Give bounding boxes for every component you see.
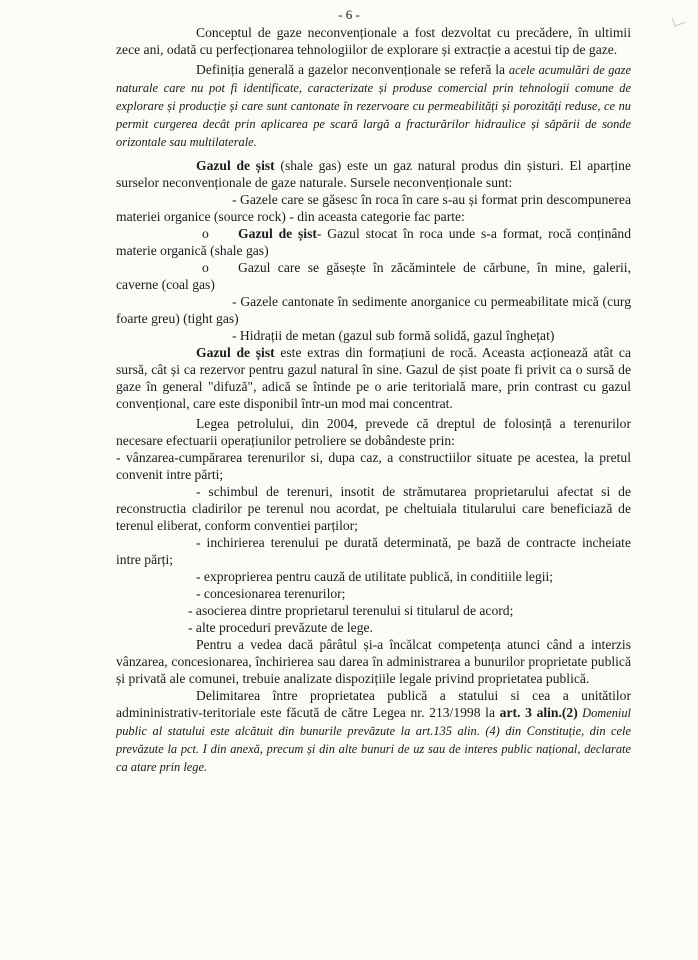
sub-item-shale-gas-term: Gazul de șist	[238, 226, 317, 241]
shale-gas-term: Gazul de șist	[196, 158, 275, 173]
list-item-source-rock: - Gazele care se găsesc în roca în care s-au și format prin descompunerea materiei organice (source rock) - din aceasta categorie fac parte:	[116, 192, 631, 224]
sub-item-coal-gas-text: Gazul care se găsește în zăcămintele de cărbune, în mine, galerii, caverne (coal gas)	[116, 260, 631, 292]
law-item-association: - asocierea dintre proprietarul terenului si titularul de acord;	[188, 603, 514, 618]
law-item-concession: - concesionarea terenurilor;	[196, 586, 346, 601]
extraction-term: Gazul de șist	[196, 345, 275, 360]
sub-item-shale-gas-text: - Gazul stocat în roca unde s-a format, rocă conținând materie organică (shale gas)	[116, 226, 632, 258]
paragraph-shale-gas	[116, 157, 631, 191]
delimitation-italic: Domeniul public al statului este alcătuit din bunurile prevăzute la art.135 alin. (4) din Constituție, din cele prevăzute la pct. I din anexă, precum și din alte bunuri de uz sau de interes public național, declarate ca atare prin lege.	[116, 706, 631, 774]
list-item-tight-gas: - Gazele cantonate în sedimente anorganice cu permeabilitate mică (curg foarte greu) (tight gas)	[116, 294, 631, 326]
paragraph-petroleum-law: Legea petrolului, din 2004, prevede că dreptul de folosință a terenurilor necesare efectuarii operațiunilor petroliere se dobândeste prin:	[116, 416, 631, 448]
bullet-circle-icon: o	[202, 226, 209, 241]
document-body	[116, 24, 631, 776]
paragraph-concept: Conceptul de gaze neconvenționale a fost dezvoltat cu precădere, în ultimii zece ani, odată cu perfecționarea tehnologiilor de explorare și extracție a acestui tip de gaze.	[116, 25, 631, 57]
paragraph-definition	[116, 61, 631, 151]
paragraph-delimitation	[116, 687, 631, 776]
sub-item-shale-gas	[116, 225, 631, 259]
extraction-text: este extras din formațiuni de rocă. Aceasta acționează atât ca sursă, cât și ca rezervor pentru gazul natural în sine. Gazul de șist poate fi privit ca o sursă de gaze în general "difuză", adică se întinde pe o arie teritorială mare, prin contrast cu gazul convențional, care este disponibil într-un mod mai concentrat.	[116, 345, 631, 411]
law-item-other-procedures: - alte proceduri prevăzute de lege.	[188, 620, 373, 635]
paragraph-extraction	[116, 344, 631, 412]
law-item-sale: - vânzarea-cumpărarea terenurilor si, dupa caz, a constructiilor situate pe acestea, la pretul convenit intre părti;	[116, 450, 631, 482]
shale-gas-text: (shale gas) este un gaz natural produs din șisturi. El aparține surselor neconvenționale de gaze naturale. Sursele neconvenționale sunt:	[116, 158, 632, 190]
sub-item-coal-gas	[116, 259, 631, 293]
article-reference: art. 3 alin.(2)	[499, 705, 578, 720]
list-item-methane-hydrates: - Hidrații de metan (gazul sub formă solidă, gazul înghețat)	[232, 328, 555, 343]
definition-italic: acele acumulări de gaze naturale care nu pot fi identificate, caracterizate și produse comercial prin tehnologii comune de explorare și producție și care sunt cantonate în rezervoare cu permeabilități și porozități reduse, ce nu permit curgerea decât prin aplicarea pe scară largă a fracturărilor hidraulice și săpării de sonde orizontale sau multilaterale.	[116, 63, 631, 149]
law-item-expropriation: - exproprierea pentru cauză de utilitate publică, in conditiile legii;	[196, 569, 554, 584]
law-item-lease: - inchirierea terenului pe durată determinată, pe bază de contracte incheiate intre părți;	[116, 535, 631, 567]
bullet-circle-icon: o	[202, 260, 209, 275]
definition-intro: Definiția generală a gazelor neconvenționale se referă la	[196, 62, 509, 77]
delimitation-text: Delimitarea între proprietatea publică a statului si cea a unitătilor admininistrativ-teritoriale este făcută de către Legea nr. 213/1998 la	[116, 688, 631, 720]
page-number: - 6 -	[338, 7, 360, 22]
law-item-exchange: - schimbul de terenuri, insotit de strămutarea proprietarului afectat si de reconstructia cladirilor pe terenul nou acordat, pe cheltuiala titularului care beneficiază de terenul eliberat, conform conventiei parților;	[116, 484, 631, 533]
paragraph-competence: Pentru a vedea dacă pârâtul și-a încălcat competența atunci când a interzis vânzarea, concesionarea, închirierea sau darea în administrarea a bunurilor proprietate publică și privată ale comunei, trebuie analizate dispozițiile legale privind proprietatea publică.	[116, 637, 631, 686]
